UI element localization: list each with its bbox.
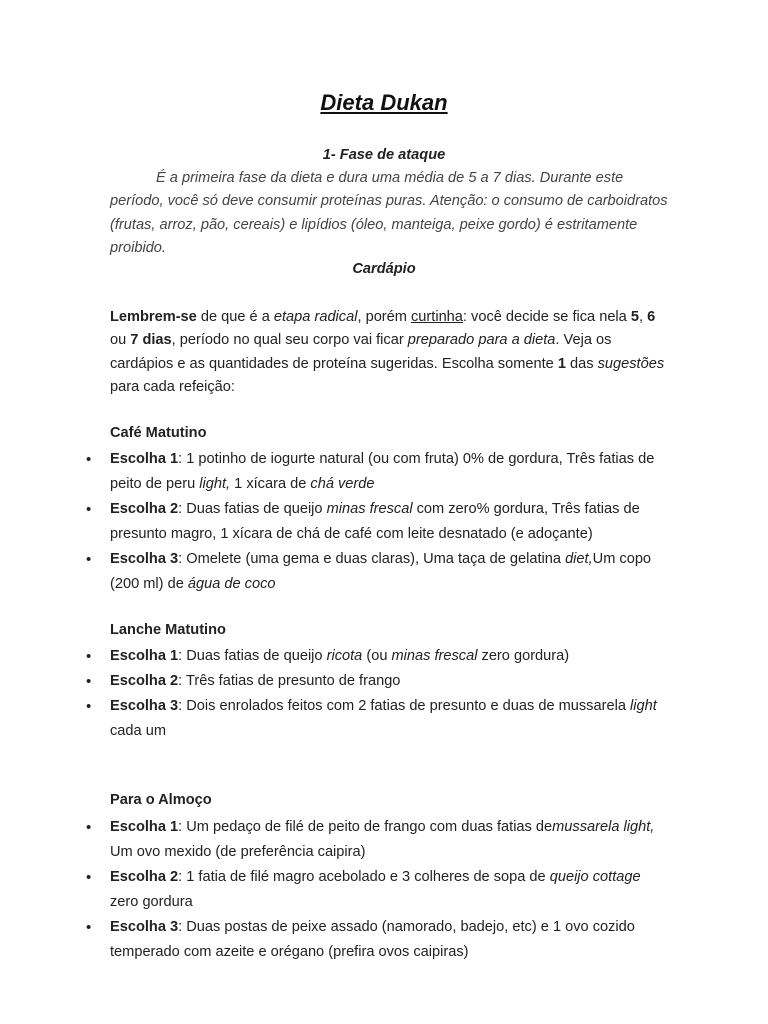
- option-item: [110, 644, 670, 669]
- option-text: 1 xícara de: [230, 476, 311, 492]
- section-title-lanche-matutino: Lanche Matutino: [110, 622, 226, 638]
- option-text: : Duas fatias de queijo: [178, 501, 327, 517]
- option-item: [110, 497, 670, 547]
- option-italic-text: diet,: [565, 551, 593, 567]
- option-item: [110, 694, 670, 744]
- option-italic-text: light: [629, 698, 657, 714]
- option-italic-text: queijo cottage: [549, 869, 641, 885]
- option-label: Escolha 1: [110, 648, 179, 664]
- option-italic-text: ricota: [326, 648, 363, 664]
- option-text: com zero% gordura, Três fatias de presunto magro, 1 xícara de chá de café com leite desnatado (e adoçante): [110, 501, 640, 542]
- text-run: , período no qual seu corpo vai ficar: [171, 332, 408, 349]
- text-run: de que é a: [196, 309, 274, 325]
- text-run: para cada refeição:: [110, 379, 235, 396]
- option-italic-text: light,: [199, 476, 231, 492]
- option-item: [110, 447, 670, 497]
- option-italic-text: água de coco: [187, 576, 276, 592]
- option-item: [110, 865, 670, 915]
- text-run: . Veja os cardápios e as quantidades de proteína sugeridas. Escolha somente: [110, 332, 612, 372]
- option-text: : Omelete (uma gema e duas claras), Uma taça de gelatina: [178, 551, 566, 567]
- bold-run: 6: [647, 309, 656, 325]
- document-title: Dieta Dukan: [320, 90, 448, 115]
- options-list-para-o-almoco: [110, 815, 670, 965]
- option-text: : Um pedaço de filé de peito de frango com duas fatias de: [178, 819, 553, 835]
- options-list-lanche-matutino: [110, 644, 670, 744]
- option-text: Um copo (200 ml) de: [110, 551, 652, 592]
- option-label: Escolha 2: [110, 501, 179, 517]
- option-label: Escolha 1: [110, 451, 179, 467]
- option-item: [110, 669, 670, 694]
- option-item: [110, 815, 670, 865]
- option-label: Escolha 3: [110, 551, 179, 567]
- option-label: Escolha 3: [110, 698, 179, 714]
- underline-run: curtinha: [411, 309, 463, 325]
- option-italic-text: mussarela light,: [552, 819, 655, 835]
- bold-run: 1: [557, 355, 566, 372]
- bold-run: 5: [630, 309, 639, 325]
- option-label: Escolha 3: [110, 919, 179, 935]
- section-title-para-o-almoco: Para o Almoço: [110, 792, 212, 808]
- italic-run: sugestões: [597, 355, 665, 372]
- option-text: : Três fatias de presunto de frango: [178, 673, 401, 689]
- intro-text: É a primeira fase da dieta e dura uma média de 5 a 7 dias. Durante este período, você só deve consumir proteínas puras. Atenção: o consumo de carboidratos (frutas, arroz, pão, cereais) e lipídios (óleo, manteiga, peixe gordo) é estritamente proibido.: [110, 170, 668, 257]
- option-text: zero gordura): [477, 648, 570, 664]
- option-text: cada um: [110, 723, 166, 739]
- option-text: : 1 fatia de filé magro acebolado e 3 colheres de sopa de: [178, 869, 550, 885]
- italic-run: etapa radical: [273, 309, 358, 325]
- options-list-cafe-matutino: [110, 447, 670, 597]
- cardapio-heading: Cardápio: [352, 261, 416, 277]
- intro-paragraph: [110, 167, 670, 261]
- lembrem-paragraph: [110, 306, 670, 400]
- italic-run: preparado para a dieta: [407, 332, 556, 349]
- option-item: [110, 915, 670, 965]
- option-label: Escolha 2: [110, 869, 179, 885]
- option-text: zero gordura: [110, 894, 193, 910]
- bold-run: 7 dias: [130, 332, 172, 349]
- option-text: : 1 potinho de iogurte natural (ou com fruta) 0% de gordura, Três fatias de peito de peru: [110, 451, 655, 492]
- option-text: (ou: [362, 648, 392, 664]
- option-label: Escolha 1: [110, 819, 179, 835]
- option-text: : Duas postas de peixe assado (namorado, badejo, etc) e 1 ovo cozido temperado com azeite e orégano (prefira ovos caipiras): [110, 919, 635, 960]
- phase-heading: 1- Fase de ataque: [322, 147, 446, 163]
- text-run: das: [565, 355, 598, 372]
- text-run: ou: [110, 332, 131, 349]
- option-italic-text: minas frescal: [391, 648, 478, 664]
- option-label: Escolha 2: [110, 673, 179, 689]
- text-run: ,: [638, 309, 648, 325]
- option-text: Um ovo mexido (de preferência caipira): [110, 844, 366, 860]
- option-item: [110, 547, 670, 597]
- text-run: : você decide se fica nela: [462, 309, 631, 325]
- section-title-cafe-matutino: Café Matutino: [110, 425, 207, 441]
- option-italic-text: chá verde: [310, 476, 375, 492]
- option-italic-text: minas frescal: [326, 501, 413, 517]
- text-run: , porém: [357, 309, 411, 325]
- option-text: : Duas fatias de queijo: [178, 648, 327, 664]
- lembrem-bold: Lembrem-se: [110, 309, 197, 325]
- option-text: : Dois enrolados feitos com 2 fatias de presunto e duas de mussarela: [178, 698, 630, 714]
